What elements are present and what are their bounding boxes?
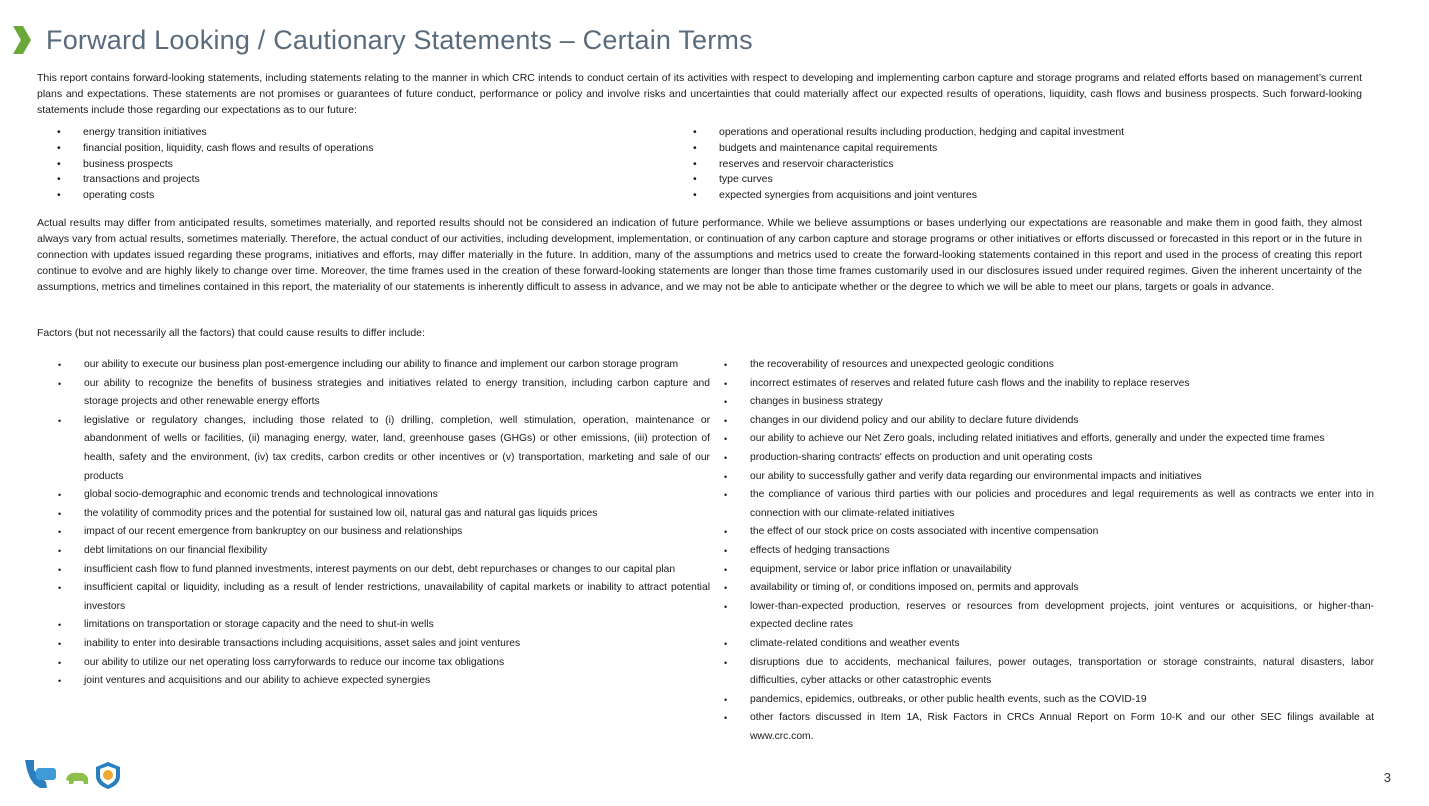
list-item: • our ability to utilize our net operating loss carryforwards to reduce our income tax obligations (58, 654, 710, 673)
list-item: • disruptions due to accidents, mechanical failures, power outages, transportation or storage constraints, natural disasters, labor difficulties, cyber attacks or other catastrophic events (724, 654, 1374, 691)
california-state-logo-icon (22, 758, 60, 790)
list-item: • our ability to recognize the benefits of business strategies and initiatives related to energy transition, including carbon capture and storage projects and other renewable energy efforts (58, 375, 710, 412)
list-item: • debt limitations on our financial flexibility (58, 542, 710, 561)
list-item: • legislative or regulatory changes, including those related to (i) drilling, completion, well stimulation, operation, maintenance or abandonment of wells or facilities, (ii) managing energy, water, land, greenhouse gases (GHGs) or other emissions, (iii) protection of health, safety and the environment, (iv) tax credits, carbon credits or other incentives or (v) transportation, marketing and sale of our products (58, 412, 710, 486)
list-item: • operating costs (57, 188, 657, 204)
list-item: • type curves (693, 172, 1343, 188)
list-item: • insufficient cash flow to fund planned investments, interest payments on our debt, debt repurchases or changes to our capital plan (58, 561, 710, 580)
list-item: • the recoverability of resources and unexpected geologic conditions (724, 356, 1374, 375)
page-number: 3 (1383, 770, 1391, 785)
factors-list-left (58, 356, 710, 691)
shield-logo-icon (94, 760, 122, 790)
list-item: • reserves and reservoir characteristics (693, 157, 1343, 173)
list-item: • the compliance of various third parties with our policies and procedures and legal requirements as well as contracts we enter into in connection with our climate-related initiatives (724, 486, 1374, 523)
actual-results-paragraph: Actual results may differ from anticipated results, sometimes materially, and reported results should not be considered an indication of future performance. While we believe assumptions or bases underlying our expectations are reasonable and make them in good faith, they almost always vary from actual results, sometimes materially. Therefore, the actual conduct of our activities, including development, implementation, or continuation of any carbon capture and storage programs or other initiatives or efforts discussed or forecasted in this report or in the future in connection with updates issued regarding these programs, initiatives and efforts, may differ materially in the future. In addition, many of the assumptions and metrics used to create the forward-looking statements contained in this report and used in the process of creating this report continue to evolve and are highly likely to change over time. Moreover, the time frames used in the creation of these forward-looking statements are longer than those time frames customarily used in our disclosures issued under required regimes. Given the inherent uncertainty of the assumptions, metrics and timelines contained in this report, the materiality of our statements is inherently difficult to assess in advance, and we may not be able to anticipate whether or the degree to which we will be able to meet our plans, targets or goals in advance. (37, 217, 1362, 293)
list-item: • availability or timing of, or conditions imposed on, permits and approvals (724, 579, 1374, 598)
list-item: • budgets and maintenance capital requirements (693, 141, 1343, 157)
list-item: • energy transition initiatives (57, 125, 657, 141)
list-item: • our ability to achieve our Net Zero goals, including related initiatives and efforts, generally and under the expected time frames (724, 430, 1374, 449)
footer-logos (22, 758, 122, 790)
list-item: • our ability to successfully gather and verify data regarding our environmental impacts and initiatives (724, 468, 1374, 487)
list-item: • our ability to execute our business plan post-emergence including our ability to finance and implement our carbon storage program (58, 356, 710, 375)
list-item: • global socio-demographic and economic trends and technological innovations (58, 486, 710, 505)
list-item: • incorrect estimates of reserves and related future cash flows and the inability to replace reserves (724, 375, 1374, 394)
list-item: • expected synergies from acquisitions and joint ventures (693, 188, 1343, 204)
list-item: • limitations on transportation or storage capacity and the need to shut-in wells (58, 616, 710, 635)
list-item: • inability to enter into desirable transactions including acquisitions, asset sales and joint ventures (58, 635, 710, 654)
list-item: • business prospects (57, 157, 657, 173)
list-item: • impact of our recent emergence from bankruptcy on our business and relationships (58, 523, 710, 542)
factors-intro: Factors (but not necessarily all the factors) that could cause results to differ include: (37, 327, 425, 339)
list-item: • other factors discussed in Item 1A, Risk Factors in CRCs Annual Report on Form 10-K and our other SEC filings available at www.crc.com. (724, 709, 1374, 746)
list-item: • the volatility of commodity prices and the potential for sustained low oil, natural gas and natural gas liquids prices (58, 505, 710, 524)
list-item: • pandemics, epidemics, outbreaks, or other public health events, such as the COVID-19 (724, 691, 1374, 710)
page-title: Forward Looking / Cautionary Statements – Certain Terms (46, 24, 753, 55)
factors-list-right (724, 356, 1374, 746)
list-item: • insufficient capital or liquidity, including as a result of lender restrictions, unavailability of capital markets or inability to attract potential investors (58, 579, 710, 616)
chevron-right-icon (12, 25, 32, 55)
list-item: • the effect of our stock price on costs associated with incentive compensation (724, 523, 1374, 542)
list-item: • changes in our dividend policy and our ability to declare future dividends (724, 412, 1374, 431)
list-item: • climate-related conditions and weather events (724, 635, 1374, 654)
list-item: • effects of hedging transactions (724, 542, 1374, 561)
bear-logo-icon (64, 766, 90, 790)
list-item: • joint ventures and acquisitions and our ability to achieve expected synergies (58, 672, 710, 691)
list-item: • financial position, liquidity, cash flows and results of operations (57, 141, 657, 157)
intro-paragraph: This report contains forward-looking statements, including statements relating to the manner in which CRC intends to conduct certain of its activities with respect to developing and implementing carbon capture and storage programs and related efforts based on management’s current plans and expectations. These statements are not promises or guarantees of future conduct, performance or policy and involve risks and uncertainties that could materially affect our expected results of operations, liquidity, cash flows and business prospects. Such forward-looking statements include those regarding our expectations as to our future: (37, 72, 1362, 116)
list-item: • operations and operational results including production, hedging and capital investment (693, 125, 1343, 141)
terms-list-right (693, 125, 1343, 204)
list-item: • changes in business strategy (724, 393, 1374, 412)
terms-list-left (57, 125, 657, 204)
slide-header (12, 20, 753, 60)
list-item: • equipment, service or labor price inflation or unavailability (724, 561, 1374, 580)
list-item: • lower-than-expected production, reserves or resources from development projects, joint ventures or acquisitions, or higher-than-expected decline rates (724, 598, 1374, 635)
list-item: • transactions and projects (57, 172, 657, 188)
list-item: • production-sharing contracts' effects on production and unit operating costs (724, 449, 1374, 468)
